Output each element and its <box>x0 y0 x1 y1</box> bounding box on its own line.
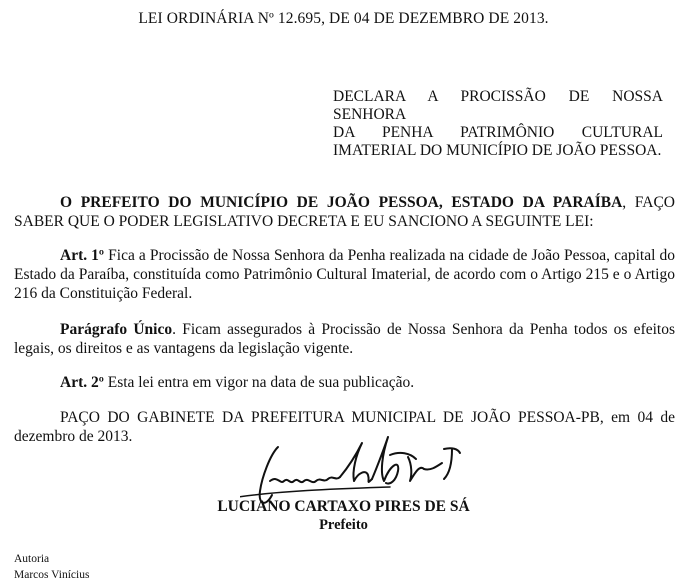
authorship-label: Autoria <box>14 553 50 565</box>
article-1-label: Art. 1º <box>60 247 105 264</box>
paragrafo-unico-text: . Ficam assegurados à Procissão de Nossa Senhora da Penha todos os efeitos legais, os direitos e as vantagens da legislação vigente. <box>14 321 675 357</box>
ementa-line-3: IMATERIAL DO MUNICÍPIO DE JOÃO PESSOA. <box>333 142 662 159</box>
ementa <box>333 88 663 160</box>
ementa-line-2: DA PENHA PATRIMÔNIO CULTURAL <box>333 124 663 141</box>
article-1-paragraph <box>14 246 675 303</box>
article-2-label: Art. 2º <box>60 374 104 391</box>
preamble-bold: O PREFEITO DO MUNICÍPIO DE JOÃO PESSOA, ESTADO DA PARAÍBA <box>60 194 623 211</box>
signatory-name: LUCIANO CARTAXO PIRES DE SÁ <box>217 498 470 515</box>
preamble-paragraph <box>14 193 675 231</box>
paragrafo-unico-label: Parágrafo Único <box>60 321 173 338</box>
preamble-rest: , FAÇO SABER QUE O PODER LEGISLATIVO DECRETA E EU SANCIONO A SEGUINTE LEI: <box>14 194 676 230</box>
article-2-text: Esta lei entra em vigor na data de sua publicação. <box>103 374 415 391</box>
closing-paragraph: PAÇO DO GABINETE DA PREFEITURA MUNICIPAL DE JOÃO PESSOA-PB, em 04 de dezembro de 2013. <box>14 409 675 445</box>
law-title: LEI ORDINÁRIA Nº 12.695, DE 04 DE DEZEMBRO DE 2013. <box>138 10 549 27</box>
signatory-role: Prefeito <box>319 517 368 533</box>
authorship-name: Marcos Vinícius <box>14 569 90 581</box>
paragrafo-unico-paragraph <box>14 320 675 358</box>
ementa-line-1: DECLARA A PROCISSÃO DE NOSSA SENHORA <box>333 88 663 123</box>
article-2-paragraph <box>14 373 675 392</box>
article-1-text: Fica a Procissão de Nossa Senhora da Penha realizada na cidade de João Pessoa, capital do Estado da Paraíba, constituída como Patrimônio Cultural Imaterial, de acordo com o Artigo 215 e o Artigo 216 da Constituição Federal. <box>14 247 675 302</box>
